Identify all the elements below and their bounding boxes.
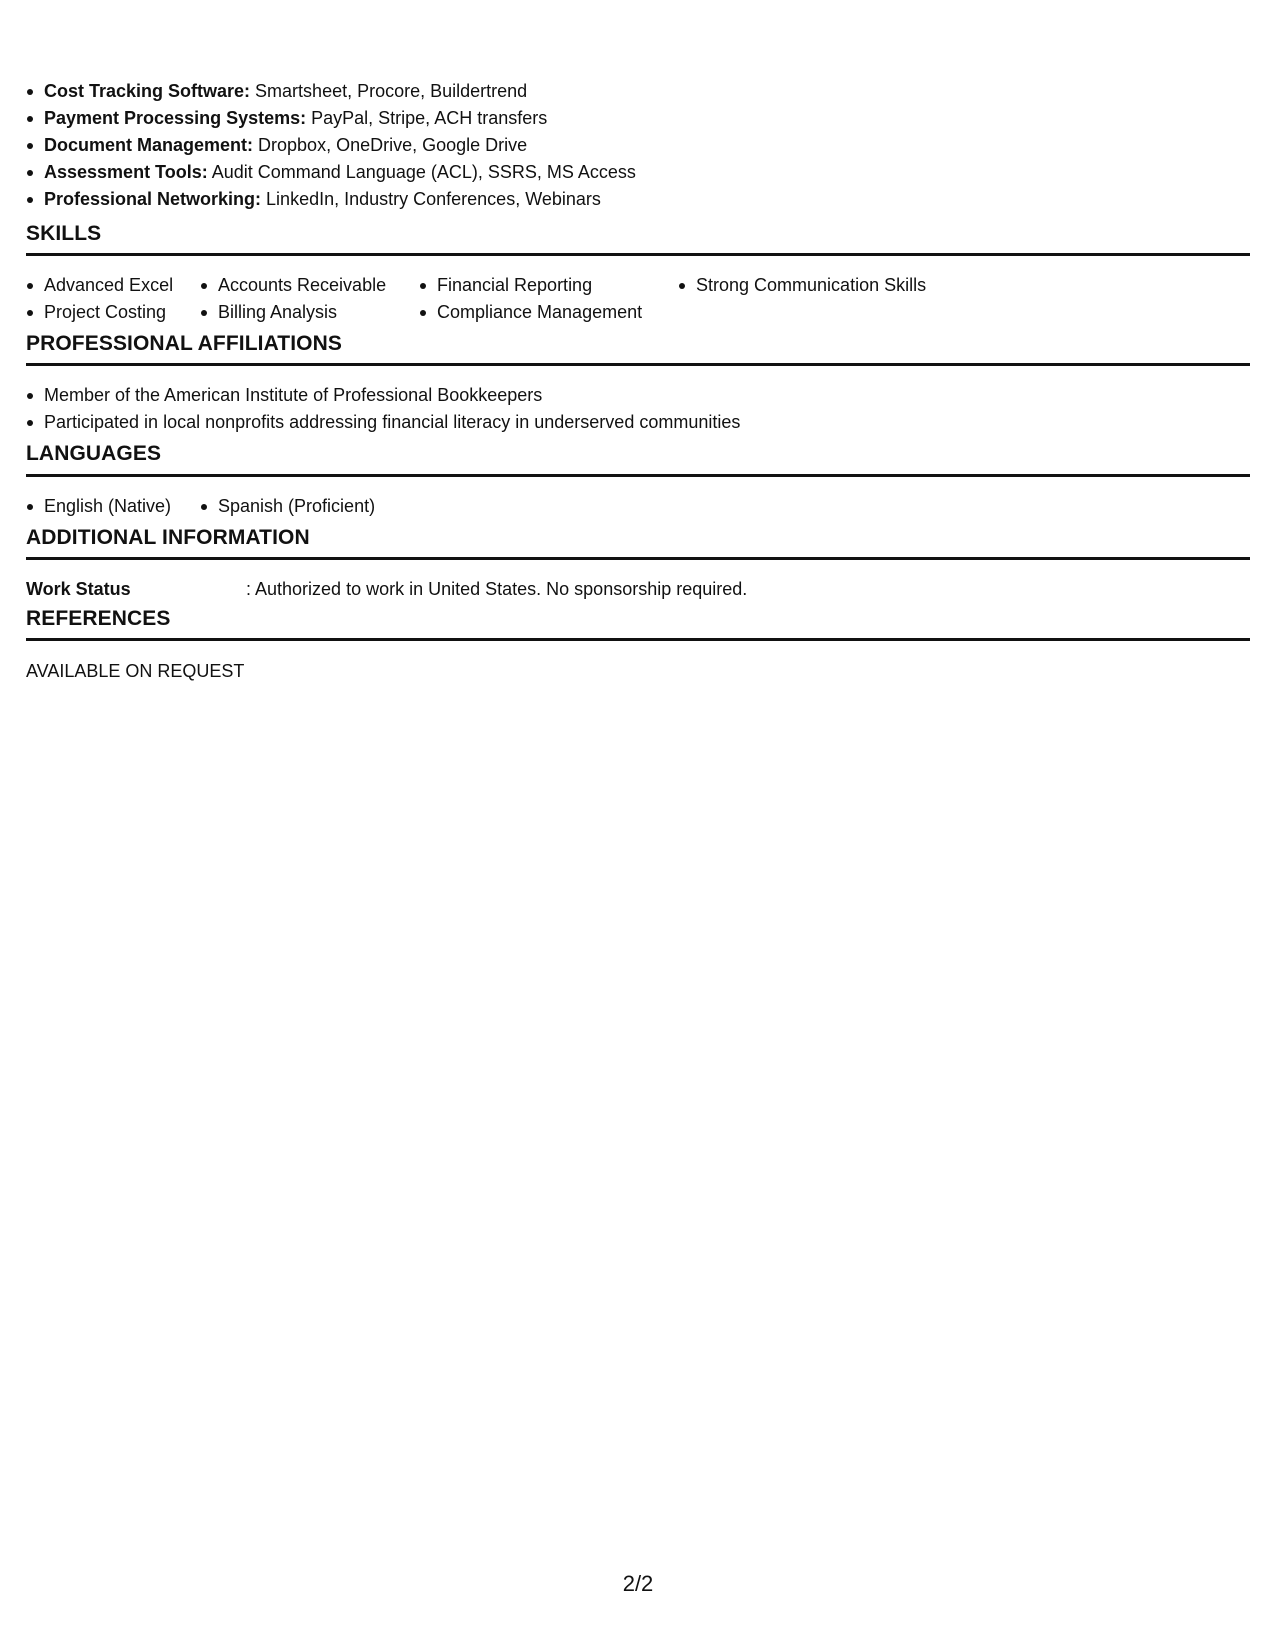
work-status-value: : Authorized to work in United States. No sponsorship required. bbox=[246, 579, 748, 599]
skills-column bbox=[419, 272, 642, 326]
list-item bbox=[26, 132, 636, 159]
tool-category-label: Professional Networking: bbox=[44, 189, 262, 209]
skills-heading: SKILLS bbox=[26, 222, 102, 245]
tool-category-value: LinkedIn, Industry Conferences, Webinars bbox=[261, 189, 601, 209]
languages-heading: LANGUAGES bbox=[26, 442, 162, 465]
tool-category-label: Assessment Tools: bbox=[44, 162, 208, 182]
languages-list bbox=[26, 493, 1250, 520]
language-item: Spanish (Proficient) bbox=[200, 493, 375, 520]
skills-grid bbox=[26, 272, 1250, 326]
tool-category-label: Payment Processing Systems: bbox=[44, 108, 307, 128]
skills-divider bbox=[26, 253, 1250, 256]
skill-item: Accounts Receivable bbox=[200, 272, 386, 299]
list-item bbox=[26, 78, 636, 105]
affiliations-divider bbox=[26, 363, 1250, 366]
tool-category-value: Audit Command Language (ACL), SSRS, MS Access bbox=[207, 162, 636, 182]
skill-item: Compliance Management bbox=[419, 299, 642, 326]
skills-column bbox=[200, 272, 386, 326]
skills-column bbox=[26, 272, 173, 326]
affiliations-heading: PROFESSIONAL AFFILIATIONS bbox=[26, 332, 342, 355]
skill-item: Billing Analysis bbox=[200, 299, 386, 326]
skills-column bbox=[678, 272, 926, 299]
languages-divider bbox=[26, 474, 1250, 477]
skill-item: Project Costing bbox=[26, 299, 173, 326]
list-item bbox=[26, 159, 636, 186]
additional-info-divider bbox=[26, 557, 1250, 560]
language-item: English (Native) bbox=[26, 493, 171, 520]
references-heading: REFERENCES bbox=[26, 607, 171, 630]
affiliation-item: Participated in local nonprofits addressing financial literacy in underserved communities bbox=[26, 409, 740, 436]
resume-page bbox=[26, 0, 1250, 1650]
list-item bbox=[26, 105, 636, 132]
tool-category-value: PayPal, Stripe, ACH transfers bbox=[306, 108, 548, 128]
affiliation-item: Member of the American Institute of Professional Bookkeepers bbox=[26, 382, 740, 409]
references-divider bbox=[26, 638, 1250, 641]
work-status-label: Work Status bbox=[26, 579, 131, 599]
skill-item: Strong Communication Skills bbox=[678, 272, 926, 299]
page-number: 2/2 bbox=[622, 1571, 654, 1596]
tool-category-label: Document Management: bbox=[44, 135, 254, 155]
references-text: AVAILABLE ON REQUEST bbox=[26, 661, 245, 681]
tools-list bbox=[26, 78, 636, 213]
list-item bbox=[26, 186, 636, 213]
skill-item: Financial Reporting bbox=[419, 272, 642, 299]
additional-info-heading: ADDITIONAL INFORMATION bbox=[26, 526, 310, 549]
tool-category-value: Smartsheet, Procore, Buildertrend bbox=[250, 81, 528, 101]
affiliations-list bbox=[26, 382, 740, 436]
tool-category-value: Dropbox, OneDrive, Google Drive bbox=[253, 135, 528, 155]
skill-item: Advanced Excel bbox=[26, 272, 173, 299]
tool-category-label: Cost Tracking Software: bbox=[44, 81, 251, 101]
